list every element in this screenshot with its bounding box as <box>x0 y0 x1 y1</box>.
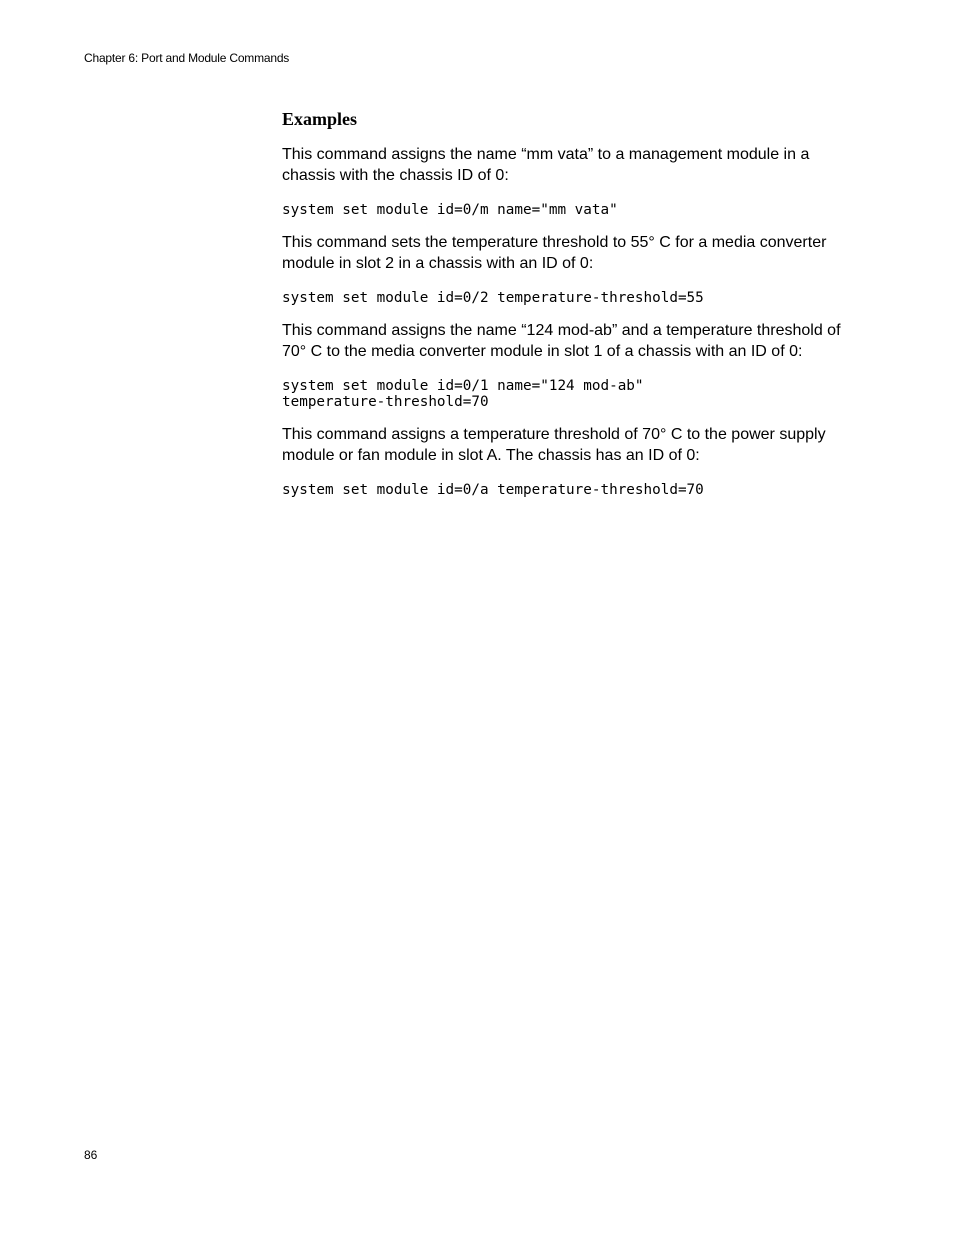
examples-section <box>282 108 852 513</box>
running-header: Chapter 6: Port and Module Commands <box>84 51 290 65</box>
example-3-description: This command assigns the name “124 mod-ab” and a temperature threshold of 70° C to the media converter module in slot 1 of a chassis with an ID of 0: <box>282 322 841 360</box>
example-1-code: system set module id=0/m name="mm vata" <box>282 202 618 218</box>
page-number: 86 <box>84 1148 98 1162</box>
example-2-description: This command sets the temperature threshold to 55° C for a media converter module in slot 2 in a chassis with an ID of 0: <box>282 234 827 272</box>
example-3-code: system set module id=0/1 name="124 mod-ab" temperature-threshold=70 <box>282 378 644 410</box>
section-heading: Examples <box>282 109 358 129</box>
example-4-description: This command assigns a temperature threshold of 70° C to the power supply module or fan module in slot A. The chassis has an ID of 0: <box>282 426 826 464</box>
example-1-description: This command assigns the name “mm vata” to a management module in a chassis with the chassis ID of 0: <box>282 146 810 184</box>
example-4-code: system set module id=0/a temperature-threshold=70 <box>282 482 704 498</box>
example-2-code: system set module id=0/2 temperature-threshold=55 <box>282 290 704 306</box>
